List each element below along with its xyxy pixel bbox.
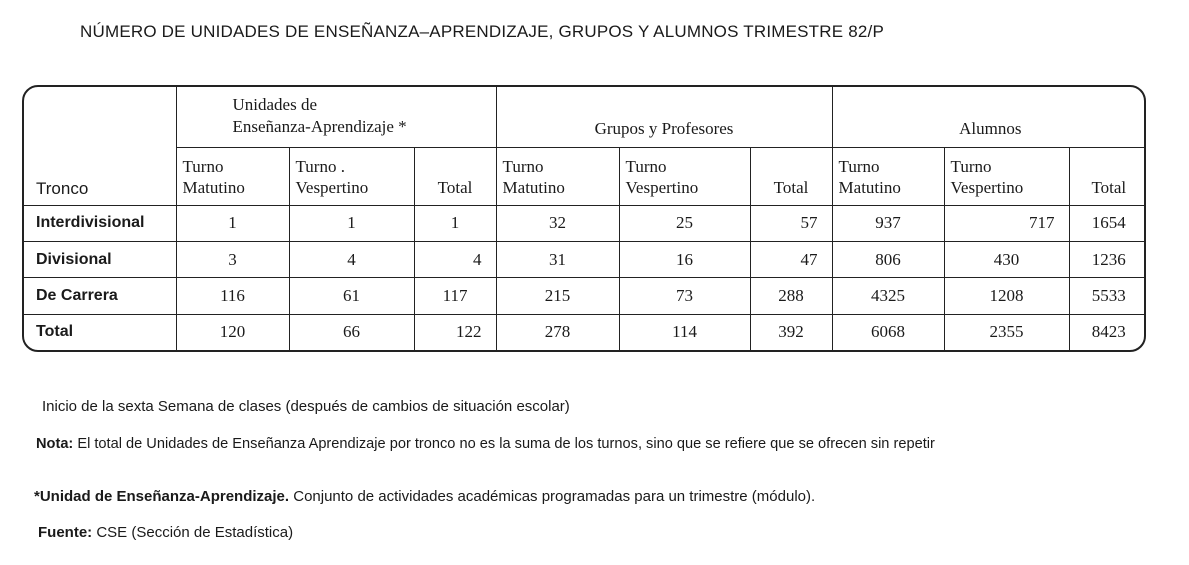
note-fuente (38, 524, 293, 541)
table-row (24, 205, 1146, 241)
note-unidad-text: Conjunto de actividades académicas programadas para un trimestre (módulo). (289, 488, 816, 505)
cell-unidades-total: 117 (414, 278, 496, 314)
cell-alumnos-matutino: 4325 (832, 278, 944, 314)
cell-alumnos-vespertino: 717 (944, 205, 1069, 241)
cell-alumnos-matutino: 937 (832, 205, 944, 241)
cell-alumnos-vespertino: 2355 (944, 314, 1069, 350)
col-header-unidades-matutino: Turno Matutino (176, 147, 289, 205)
cell-unidades-vespertino: 61 (289, 278, 414, 314)
statistics-table (24, 87, 1146, 350)
col-header-unidades-vespertino: Turno . Vespertino (289, 147, 414, 205)
cell-grupos-vespertino: 73 (619, 278, 750, 314)
cell-unidades-vespertino: 1 (289, 205, 414, 241)
cell-unidades-matutino: 3 (176, 241, 289, 277)
table-row (24, 278, 1146, 314)
col-header-alumnos-matutino: Turno Matutino (832, 147, 944, 205)
cell-unidades-total: 122 (414, 314, 496, 350)
row-label: Divisional (24, 241, 176, 277)
note-nota-label: Nota: (36, 436, 74, 452)
col-header-grupos-vespertino: Turno Vespertino (619, 147, 750, 205)
tronco-header: Tronco (24, 87, 176, 205)
cell-grupos-total: 392 (750, 314, 832, 350)
cell-grupos-vespertino: 114 (619, 314, 750, 350)
cell-unidades-vespertino: 4 (289, 241, 414, 277)
cell-unidades-vespertino: 66 (289, 314, 414, 350)
cell-alumnos-total: 5533 (1069, 278, 1146, 314)
cell-alumnos-matutino: 806 (832, 241, 944, 277)
group-header-grupos: Grupos y Profesores (496, 87, 832, 147)
cell-unidades-matutino: 116 (176, 278, 289, 314)
table-row (24, 241, 1146, 277)
row-label: De Carrera (24, 278, 176, 314)
cell-alumnos-matutino: 6068 (832, 314, 944, 350)
cell-unidades-matutino: 1 (176, 205, 289, 241)
cell-unidades-total: 1 (414, 205, 496, 241)
col-header-alumnos-vespertino: Turno Vespertino (944, 147, 1069, 205)
cell-unidades-total: 4 (414, 241, 496, 277)
cell-grupos-total: 57 (750, 205, 832, 241)
statistics-table-frame (22, 85, 1146, 352)
col-header-grupos-matutino: Turno Matutino (496, 147, 619, 205)
cell-grupos-matutino: 32 (496, 205, 619, 241)
cell-grupos-matutino: 31 (496, 241, 619, 277)
cell-grupos-vespertino: 16 (619, 241, 750, 277)
row-label: Total (24, 314, 176, 350)
col-header-alumnos-total: Total (1069, 147, 1146, 205)
cell-alumnos-total: 1236 (1069, 241, 1146, 277)
group-header-alumnos: Alumnos (832, 87, 1146, 147)
note-inicio: Inicio de la sexta Semana de clases (después de cambios de situación escolar) (42, 398, 570, 415)
cell-alumnos-total: 8423 (1069, 314, 1146, 350)
cell-alumnos-vespertino: 430 (944, 241, 1069, 277)
col-header-unidades-total: Total (414, 147, 496, 205)
note-unidad-definition (34, 488, 815, 505)
cell-alumnos-vespertino: 1208 (944, 278, 1069, 314)
cell-unidades-matutino: 120 (176, 314, 289, 350)
cell-grupos-total: 288 (750, 278, 832, 314)
note-unidad-label: *Unidad de Enseñanza-Aprendizaje. (34, 488, 290, 505)
note-fuente-label: Fuente: (38, 524, 93, 541)
note-nota-text: El total de Unidades de Enseñanza Aprendizaje por tronco no es la suma de los turnos, sino que se refiere que se ofrecen sin repetir (73, 436, 935, 452)
group-header-unidades: Unidades de Enseñanza-Aprendizaje * (176, 87, 496, 147)
note-fuente-text: CSE (Sección de Estadística) (92, 524, 294, 541)
cell-grupos-matutino: 215 (496, 278, 619, 314)
cell-grupos-vespertino: 25 (619, 205, 750, 241)
page-title: NÚMERO DE UNIDADES DE ENSEÑANZA–APRENDIZAJE, GRUPOS Y ALUMNOS TRIMESTRE 82/P (80, 22, 884, 41)
row-label: Interdivisional (24, 205, 176, 241)
cell-grupos-matutino: 278 (496, 314, 619, 350)
table-row-total (24, 314, 1146, 350)
cell-alumnos-total: 1654 (1069, 205, 1146, 241)
col-header-grupos-total: Total (750, 147, 832, 205)
cell-grupos-total: 47 (750, 241, 832, 277)
note-nota (36, 436, 935, 452)
